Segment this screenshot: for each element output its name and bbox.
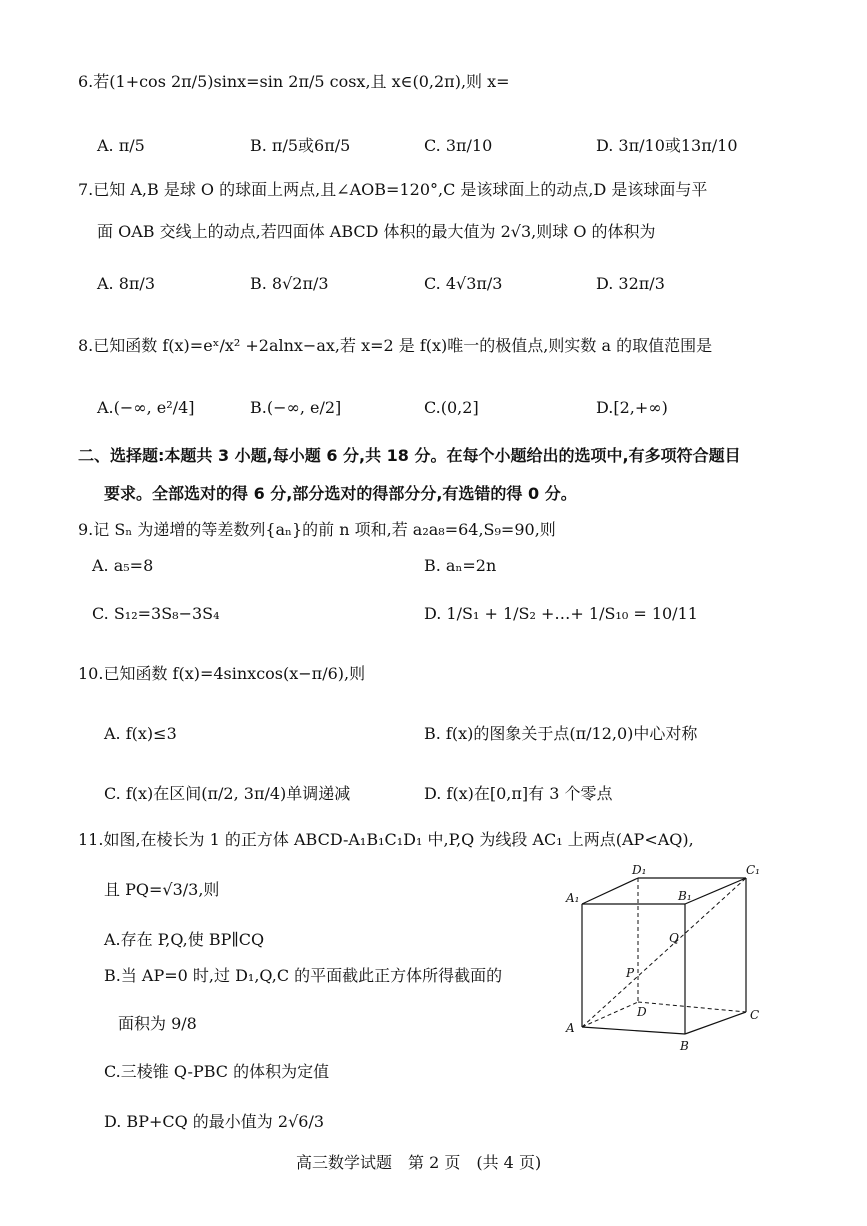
q10-option-a: A. f(x)≤3 (104, 724, 177, 743)
q11-option-a: A.存在 P,Q,使 BP∥CQ (104, 930, 265, 949)
q8-option-d: D.[2,+∞) (596, 398, 668, 417)
q9-option-b: B. aₙ=2n (424, 556, 497, 575)
q9-option-d: D. 1/S₁ + 1/S₂ +…+ 1/S₁₀ = 10/11 (424, 604, 698, 623)
label-d1: D₁ (632, 863, 647, 877)
cube-figure (560, 862, 770, 1054)
q11-option-b-line2: 面积为 9/8 (118, 1014, 197, 1033)
q8-stem: 8.已知函数 f(x)=eˣ/x² +2alnx−ax,若 x=2 是 f(x)唯一的极值点,则实数 a 的取值范围是 (78, 336, 713, 355)
q11-stem-line2: 且 PQ=√3/3,则 (104, 880, 220, 899)
edge-ad-hidden (582, 1002, 638, 1027)
section2-heading-line2: 要求。全部选对的得 6 分,部分选对的得部分分,有选错的得 0 分。 (104, 484, 577, 503)
q6-option-c: C. 3π/10 (424, 136, 493, 155)
label-b: B (680, 1039, 689, 1053)
page-footer: 高三数学试题 第 2 页 (共 4 页) (296, 1153, 542, 1172)
label-c: C (750, 1008, 760, 1022)
edge-bc (685, 1012, 746, 1034)
label-a1: A₁ (566, 891, 580, 905)
edge-a1d1 (582, 878, 638, 904)
label-p: P (626, 966, 635, 980)
q6-stem: 6.若(1+cos 2π/5)sinx=sin 2π/5 cosx,且 x∈(0,2π),则 x= (78, 72, 510, 91)
q7-option-c: C. 4√3π/3 (424, 274, 503, 293)
label-c1: C₁ (746, 863, 760, 877)
label-a: A (566, 1021, 575, 1035)
label-d: D (637, 1005, 647, 1019)
q6-option-b: B. π/5或6π/5 (250, 136, 351, 155)
q6-option-d: D. 3π/10或13π/10 (596, 136, 738, 155)
q11-stem-line1: 11.如图,在棱长为 1 的正方体 ABCD-A₁B₁C₁D₁ 中,P,Q 为线段 AC₁ 上两点(AP<AQ), (78, 830, 694, 849)
edge-b1c1 (685, 878, 746, 904)
q10-option-d: D. f(x)在[0,π]有 3 个零点 (424, 784, 613, 803)
q11-option-d: D. BP+CQ 的最小值为 2√6/3 (104, 1112, 325, 1131)
q7-option-d: D. 32π/3 (596, 274, 665, 293)
q11-option-b-line1: B.当 AP=0 时,过 D₁,Q,C 的平面截此正方体所得截面的 (104, 966, 503, 985)
q8-option-b: B.(−∞, e/2] (250, 398, 342, 417)
q9-option-c: C. S₁₂=3S₈−3S₄ (92, 604, 220, 623)
q8-option-c: C.(0,2] (424, 398, 479, 417)
edge-ab (582, 1027, 685, 1034)
label-b1: B₁ (678, 889, 692, 903)
q6-option-a: A. π/5 (97, 136, 145, 155)
section2-heading-line1: 二、选择题:本题共 3 小题,每小题 6 分,共 18 分。在每个小题给出的选项中,有多项符合题目 (78, 446, 741, 465)
q9-option-a: A. a₅=8 (92, 556, 154, 575)
q10-stem: 10.已知函数 f(x)=4sinxcos(x−π/6),则 (78, 664, 366, 683)
edge-dc-hidden (638, 1002, 746, 1012)
label-q: Q (669, 931, 679, 945)
q9-stem: 9.记 Sₙ 为递增的等差数列{aₙ}的前 n 项和,若 a₂a₈=64,S₉=90,则 (78, 520, 556, 539)
diagonal-ac1 (582, 878, 746, 1027)
q8-option-a: A.(−∞, e²/4] (97, 398, 195, 417)
q10-option-c: C. f(x)在区间(π/2, 3π/4)单调递减 (104, 784, 351, 803)
q11-option-c: C.三棱锥 Q-PBC 的体积为定值 (104, 1062, 330, 1081)
q7-option-a: A. 8π/3 (97, 274, 155, 293)
q7-stem-line2: 面 OAB 交线上的动点,若四面体 ABCD 体积的最大值为 2√3,则球 O 的体积为 (97, 222, 656, 241)
q7-stem-line1: 7.已知 A,B 是球 O 的球面上两点,且∠AOB=120°,C 是该球面上的动点,D 是该球面与平 (78, 180, 708, 199)
q7-option-b: B. 8√2π/3 (250, 274, 329, 293)
q10-option-b: B. f(x)的图象关于点(π/12,0)中心对称 (424, 724, 698, 743)
